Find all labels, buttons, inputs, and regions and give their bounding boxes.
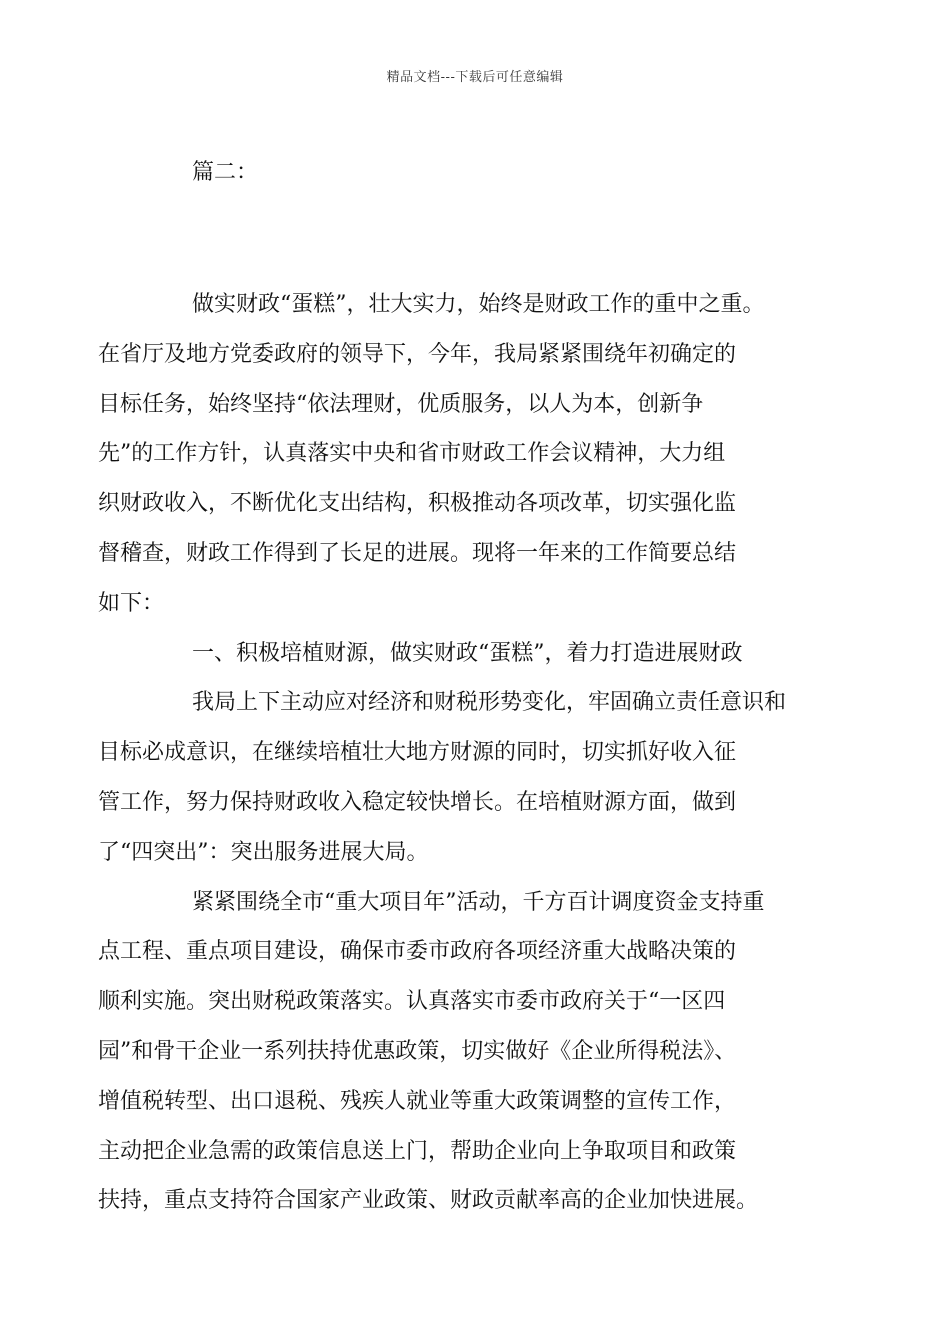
text-line: 管工作，努力保持财政收入稳定较快增长。在培植财源方面，做到 bbox=[98, 789, 737, 815]
paragraph-section-title bbox=[145, 629, 835, 679]
text-line: 目标任务，始终坚持“依法理财，优质服务，以人为本，创新争 bbox=[98, 391, 704, 417]
text-line: 顺利实施。突出财税政策落实。认真落实市委市政府关于“一区四 bbox=[98, 989, 726, 1015]
text-line: 在省厅及地方党委政府的领导下，今年，我局紧紧围绕年初确定的 bbox=[98, 341, 737, 367]
text-line: 紧紧围绕全市“重大项目年”活动，千方百计调度资金支持重 bbox=[192, 889, 765, 915]
text-line: 目标必成意识，在继续培植壮大地方财源的同时，切实抓好收入征 bbox=[98, 740, 737, 766]
paragraph-intro bbox=[98, 280, 835, 629]
text-line: 先”的工作方针，认真落实中央和省市财政工作会议精神，大力组 bbox=[98, 441, 726, 467]
text-line: 织财政收入，不断优化支出结构，积极推动各项改革，切实强化监 bbox=[98, 491, 737, 517]
text-line: 增值税转型、出口退税、残疾人就业等重大政策调整的宣传工作， bbox=[98, 1088, 737, 1114]
text-line: 如下： bbox=[98, 590, 165, 616]
text-line: 做实财政“蛋糕”，壮大实力，始终是财政工作的重中之重。 bbox=[192, 292, 765, 317]
text-line: 了“四突出”：突出服务进展大局。 bbox=[98, 839, 429, 865]
text-line: 点工程、重点项目建设，确保市委市政府各项经济重大战略决策的 bbox=[98, 939, 737, 965]
text-line: 主动把企业急需的政策信息送上门，帮助企业向上争取项目和政策 bbox=[98, 1138, 737, 1164]
page-header: 精品文档---下载后可任意编辑 bbox=[386, 70, 564, 85]
document-body bbox=[98, 280, 835, 1226]
text-line: 督稽查，财政工作得到了长足的进展。现将一年来的工作简要总结 bbox=[98, 540, 737, 566]
paragraph-revenue bbox=[98, 678, 835, 877]
text-line: 一、积极培植财源，做实财政“蛋糕”，着力打造进展财政 bbox=[192, 640, 743, 666]
text-line: 扶持，重点支持符合国家产业政策、财政贡献率高的企业加快进展。 bbox=[98, 1188, 759, 1214]
text-line: 园”和骨干企业一系列扶持优惠政策，切实做好《企业所得税法》、 bbox=[98, 1038, 737, 1064]
text-line: 我局上下主动应对经济和财税形势变化，牢固确立责任意识和 bbox=[192, 690, 787, 716]
section-heading: 篇二： bbox=[192, 160, 259, 185]
paragraph-projects bbox=[98, 878, 835, 1227]
